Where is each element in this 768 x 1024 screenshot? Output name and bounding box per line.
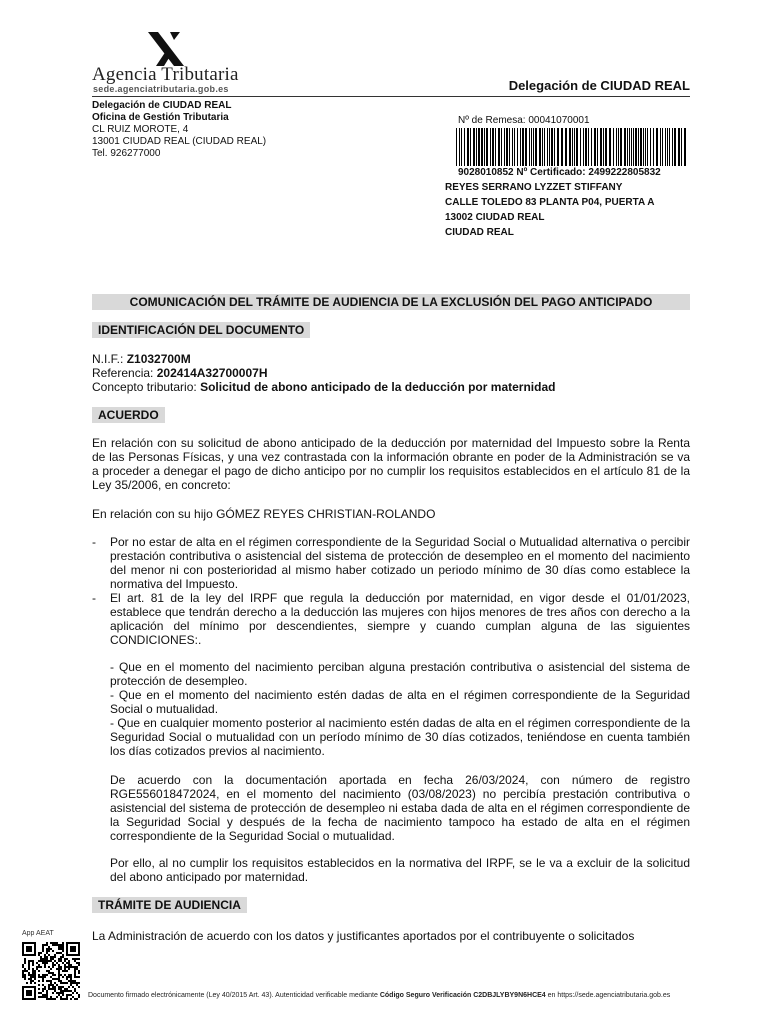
conclusion-paragraph: Por ello, al no cumplir los requisitos establecidos en la normativa del IRPF, se le va a excluir de la solicitud del abono anticipado por maternidad. (110, 856, 690, 884)
recipient-line: CIUDAD REAL (445, 227, 514, 238)
nif-value: Z1032700M (126, 352, 191, 366)
verification-code: Código Seguro Verificación C2DBJLYBY9N6HCE4 (379, 992, 546, 999)
reference-label: Referencia: (92, 366, 154, 380)
footer-signature-note (88, 992, 670, 999)
hearing-paragraph: La Administración de acuerdo con los datos y justificantes aportados por el contribuyente o solicitados (92, 929, 635, 943)
documentation-paragraph: De acuerdo con la documentación aportada en fecha 26/03/2024, con número de registro RGE556018472024, en el momento del nacimiento (03/08/2023) no percibía prestación contributiva o asistencial del sistema de protección de desempleo ni estaba dada de alta en el régimen correspondiente de la Seguridad Social y después de la fecha de nacimiento tampoco ha estado de alta en el régimen correspondiente de la Seguridad Social o mutualidad. (110, 773, 690, 843)
concept-value: Solicitud de abono anticipado de la deducción por maternidad (200, 380, 556, 394)
reference-value: 202414A32700007H (156, 366, 268, 380)
section-heading-identification: IDENTIFICACIÓN DEL DOCUMENTO (92, 322, 310, 338)
app-label: App AEAT (22, 930, 54, 937)
agencia-tributaria-logo-icon (138, 30, 192, 68)
remesa-number: Nº de Remesa: 00041070001 (458, 115, 590, 126)
recipient-line: 13002 CIUDAD REAL (445, 212, 545, 223)
list-item: - Por no estar de alta en el régimen correspondiente de la Seguridad Social o Mutualidad alternativa o percibir prestación contributiva o asistencial del sistema de protección de desempleo en el momento del nacimiento del menor ni con posterioridad al mismo haber cotizado un periodo mínimo de 30 días como establece la normativa del Impuesto. (92, 535, 690, 591)
footer-text: Documento firmado electrónicamente (Ley 40/2015 Art. 43). Autenticidad verificable mediante (88, 992, 378, 999)
office-address (92, 100, 266, 160)
recipient-address (445, 180, 654, 240)
condition-item: - Que en el momento del nacimiento perciban alguna prestación contributiva o asistencial del sistema de protección de desempleo. (110, 660, 690, 688)
condition-item: - Que en el momento del nacimiento estén dadas de alta en el régimen correspondiente de la Seguridad Social o mutualidad. (110, 688, 690, 716)
concept-label: Concepto tributario: (92, 380, 197, 394)
office-line: 13001 CIUDAD REAL (CIUDAD REAL) (92, 136, 267, 147)
document-identification (92, 352, 555, 394)
document-title: COMUNICACIÓN DEL TRÁMITE DE AUDIENCIA DE LA EXCLUSIÓN DEL PAGO ANTICIPADO (92, 294, 690, 310)
recipient-line: CALLE TOLEDO 83 PLANTA P04, PUERTA A (445, 197, 655, 208)
barcode-text: 9028010852 Nº Certificado: 2499222805832 (458, 167, 661, 178)
qr-code-icon[interactable] (22, 942, 80, 1000)
conditions-list (110, 660, 690, 758)
nif-label: N.I.F.: (92, 352, 124, 366)
section-heading-hearing: TRÁMITE DE AUDIENCIA (92, 897, 247, 913)
child-reference: En relación con su hijo GÓMEZ REYES CHRISTIAN-ROLANDO (92, 507, 436, 521)
barcode-icon (456, 128, 688, 166)
delegation-title: Delegación de CIUDAD REAL (508, 78, 690, 93)
office-line: Tel. 926277000 (92, 148, 161, 159)
office-line: Oficina de Gestión Tributaria (92, 112, 229, 123)
condition-item: - Que en cualquier momento posterior al nacimiento estén dadas de alta en el régimen correspondiente de la Seguridad Social o mutualidad con un período mínimo de 30 días cotizados, teniéndose en cuenta también los días cotizados previos al nacimiento. (110, 716, 690, 758)
office-line: CL RUIZ MOROTE, 4 (92, 124, 189, 135)
reasons-list (92, 535, 690, 647)
header-divider (92, 96, 690, 97)
agency-url: sede.agenciatributaria.gob.es (93, 84, 229, 94)
reason-text: El art. 81 de la ley del IRPF que regula la deducción por maternidad, en vigor desde el 01/01/2023, establece que tendrán derecho a la deducción las mujeres con hijos menores de tres años con derecho a la aplicación del mínimo por descendientes, siempre y cuando cumplan alguna de las siguientes CONDICIONES:. (110, 591, 690, 647)
list-item: - El art. 81 de la ley del IRPF que regula la deducción por maternidad, en vigor desde el 01/01/2023, establece que tendrán derecho a la deducción las mujeres con hijos menores de tres años con derecho a la aplicación del mínimo por descendientes, siempre y cuando cumplan alguna de las siguientes CONDICIONES:. (92, 591, 690, 647)
reason-text: Por no estar de alta en el régimen correspondiente de la Seguridad Social o Mutualidad alternativa o percibir prestación contributiva o asistencial del sistema de protección de desempleo en el momento del nacimiento del menor ni con posterioridad al mismo haber cotizado un periodo mínimo de 30 días como establece la normativa del Impuesto. (110, 535, 690, 591)
agency-name: Agencia Tributaria (92, 64, 239, 85)
section-heading-agreement: ACUERDO (92, 407, 165, 423)
agreement-paragraph: En relación con su solicitud de abono anticipado de la deducción por maternidad del Impuesto sobre la Renta de las Personas Físicas, y una vez contrastada con la información obrante en poder de la Administración se va a proceder a denegar el pago de dicho anticipo por no cumplir los requisitos establecidos en el artículo 81 de la Ley 35/2006, en concreto: (92, 436, 690, 492)
recipient-name: REYES SERRANO LYZZET STIFFANY (445, 182, 623, 193)
office-line: Delegación de CIUDAD REAL (92, 100, 232, 111)
footer-url[interactable]: en https://sede.agenciatributaria.gob.es (547, 992, 671, 999)
